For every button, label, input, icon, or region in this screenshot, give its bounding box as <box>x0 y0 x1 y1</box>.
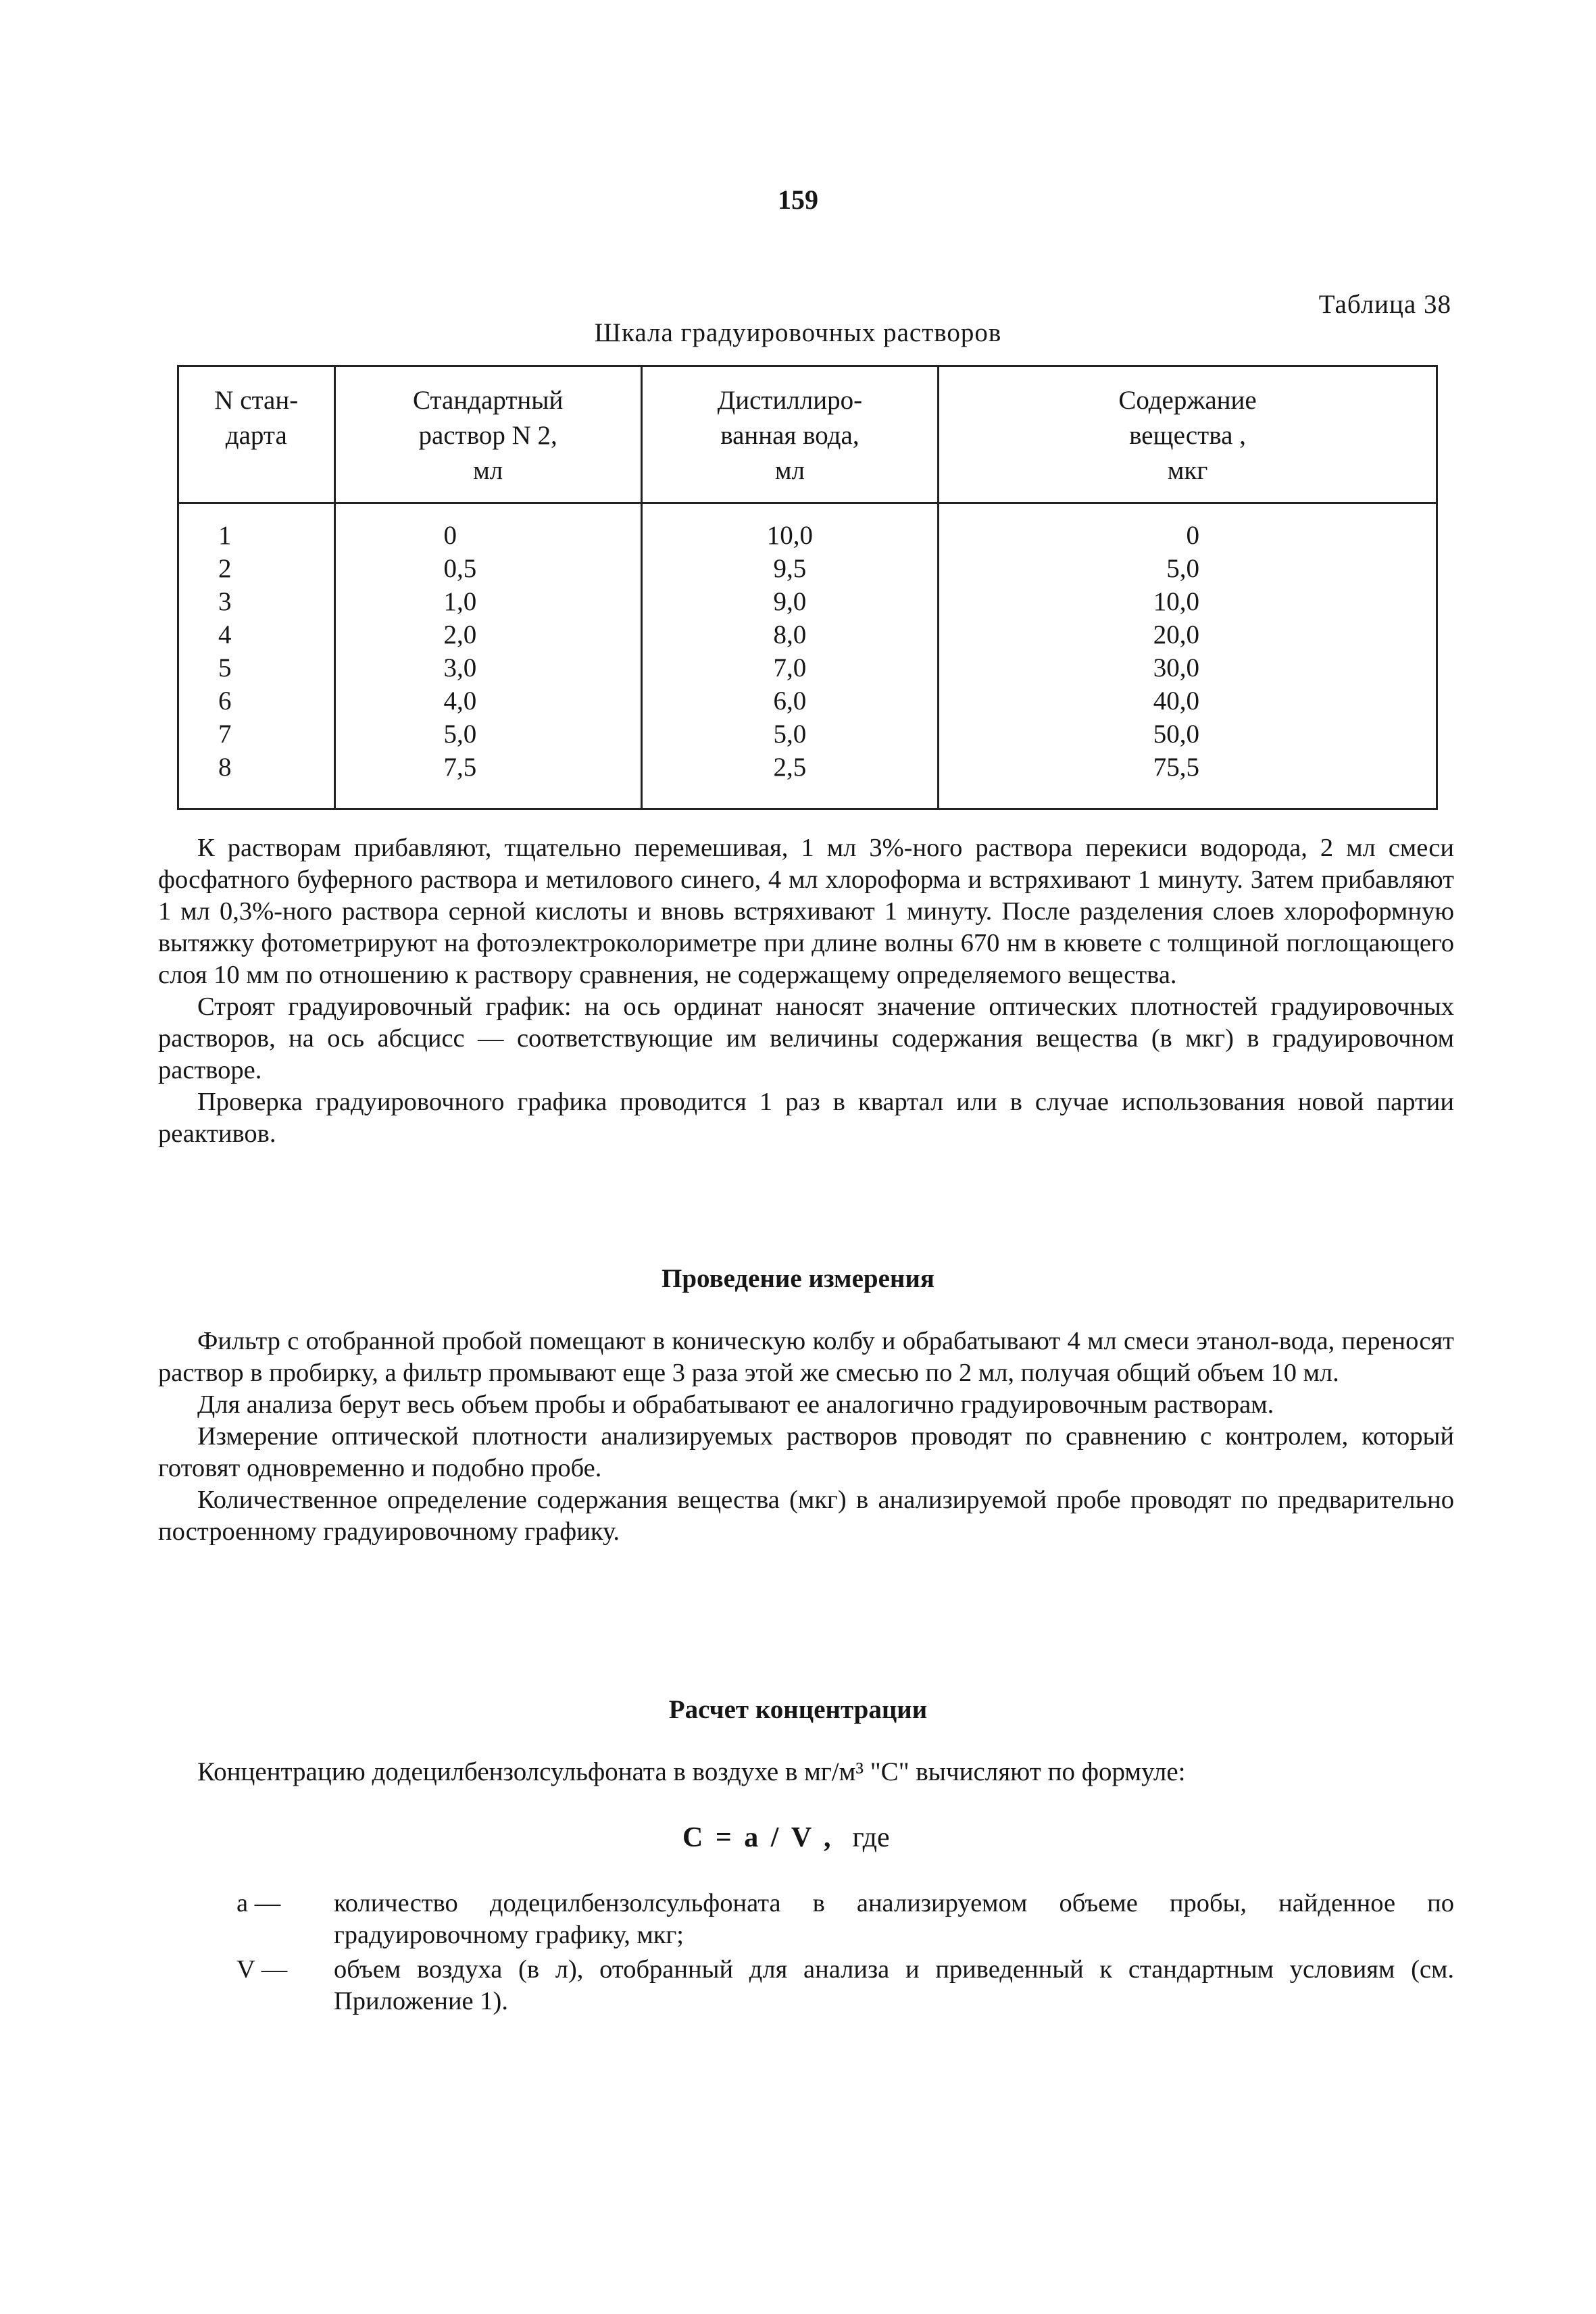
table-row <box>178 552 1437 585</box>
legend-description: объем воздуха (в л), отобранный для анализа и приведенный к стандартным условиям (см. Приложение 1). <box>334 1955 1454 2015</box>
cell-standard-number: 7 <box>178 718 335 751</box>
table-row <box>178 684 1437 718</box>
cell-standard-number: 6 <box>178 684 335 718</box>
formula-where: где <box>852 1822 890 1853</box>
formula-intro: Концентрацию додецилбензолсульфоната в воздухе в мг/м³ "С" вычисляют по формуле: <box>197 1757 1186 1786</box>
cell-distilled-water: 7,0 <box>641 651 938 684</box>
cell-standard-solution: 5,0 <box>334 718 641 751</box>
paragraph: Количественное определение содержания вещества (мкг) в анализируемой пробе проводят по предварительно построенному градуировочному графику. <box>158 1486 1454 1546</box>
cell-distilled-water: 2,5 <box>641 751 938 809</box>
cell-standard-number: 2 <box>178 552 335 585</box>
cell-distilled-water: 8,0 <box>641 618 938 651</box>
formula <box>682 1821 890 1854</box>
cell-standard-solution: 3,0 <box>334 651 641 684</box>
cell-standard-number: 8 <box>178 751 335 809</box>
procedure-text <box>158 832 1454 1150</box>
cell-standard-number: 4 <box>178 618 335 651</box>
formula-expression: С = а / V , <box>682 1822 834 1853</box>
paragraph: К растворам прибавляют, тщательно перемешивая, 1 мл 3%-ного раствора перекиси водорода, 2 мл смеси фосфатного буферного раствора и метилового синего, 4 мл хлороформа и встряхивают 1 минуту. Затем прибавляют 1 мл 0,3%-ного раствора серной кислоты и вновь встряхивают 1 минуту. После разделения слоев хлороформную вытяжку фотометрируют на фотоэлектроколориметре при длине волны 670 нм в кювете с толщиной поглощающего слоя 10 мм по отношению к раствору сравнения, не содержащему определяемого вещества. <box>158 834 1454 989</box>
cell-standard-solution: 0 <box>334 503 641 553</box>
table-title: Шкала градуировочных растворов <box>594 318 1002 347</box>
cell-substance-content: 75,5 <box>939 751 1437 809</box>
header-distilled-water: Дистиллиро- ванная вода, мл <box>641 366 938 503</box>
cell-substance-content: 5,0 <box>939 552 1437 585</box>
paragraph: Проверка градуировочного графика проводится 1 раз в квартал или в случае использования новой партии реактивов. <box>158 1088 1454 1148</box>
cell-distilled-water: 9,0 <box>641 585 938 618</box>
cell-substance-content: 20,0 <box>939 618 1437 651</box>
formula-legend <box>158 1888 1454 2017</box>
cell-standard-solution: 4,0 <box>334 684 641 718</box>
paragraph: Измерение оптической плотности анализируемых растворов проводят по сравнению с контролем, который готовят одновременно и подобно пробе. <box>158 1422 1454 1482</box>
table-header-row <box>178 366 1437 503</box>
header-standard-solution: Стандартный раствор N 2, мл <box>334 366 641 503</box>
cell-substance-content: 10,0 <box>939 585 1437 618</box>
cell-substance-content: 0 <box>939 503 1437 553</box>
section-heading-calculation: Расчет концентрации <box>668 1695 928 1724</box>
table-row <box>178 651 1437 684</box>
cell-distilled-water: 9,5 <box>641 552 938 585</box>
cell-standard-number: 5 <box>178 651 335 684</box>
table-row <box>178 718 1437 751</box>
measurement-text <box>158 1326 1454 1548</box>
table-row <box>178 585 1437 618</box>
cell-substance-content: 50,0 <box>939 718 1437 751</box>
cell-distilled-water: 5,0 <box>641 718 938 751</box>
section-heading-measurement: Проведение измерения <box>662 1264 934 1293</box>
page-number: 159 <box>778 184 818 215</box>
header-substance-content: Содержание вещества , мкг <box>939 366 1437 503</box>
header-standard-number: N стан- дарта <box>178 366 335 503</box>
cell-standard-number: 3 <box>178 585 335 618</box>
table-label: Таблица 38 <box>1318 290 1451 319</box>
cell-standard-solution: 1,0 <box>334 585 641 618</box>
cell-distilled-water: 10,0 <box>641 503 938 553</box>
legend-description: количество додецилбензолсульфоната в анализируемом объеме пробы, найденное по градуировочному графику, мкг; <box>334 1889 1454 1949</box>
cell-standard-solution: 0,5 <box>334 552 641 585</box>
legend-item <box>158 1954 1454 2017</box>
cell-standard-solution: 7,5 <box>334 751 641 809</box>
legend-symbol: а — <box>236 1889 281 1917</box>
table-row <box>178 618 1437 651</box>
paragraph: Для анализа берут весь объем пробы и обрабатывают ее аналогично градуировочным растворам. <box>197 1390 1274 1419</box>
legend-symbol: V — <box>236 1955 288 1984</box>
cell-substance-content: 40,0 <box>939 684 1437 718</box>
calibration-table <box>177 365 1438 810</box>
cell-standard-solution: 2,0 <box>334 618 641 651</box>
cell-substance-content: 30,0 <box>939 651 1437 684</box>
table-row <box>178 751 1437 809</box>
legend-item <box>158 1888 1454 1951</box>
paragraph: Фильтр с отобранной пробой помещают в коническую колбу и обрабатывают 4 мл смеси этанол-вода, переносят раствор в пробирку, а фильтр промывают еще 3 раза этой же смесью по 2 мл, получая общий объем 10 мл. <box>158 1327 1454 1387</box>
paragraph: Строят градуировочный график: на ось ординат наносят значение оптических плотностей градуировочных растворов, на ось абсцисс — соответствующие им величины содержания вещества (в мкг) в градуировочном растворе. <box>158 992 1454 1084</box>
cell-standard-number: 1 <box>178 503 335 553</box>
table-row <box>178 503 1437 553</box>
cell-distilled-water: 6,0 <box>641 684 938 718</box>
